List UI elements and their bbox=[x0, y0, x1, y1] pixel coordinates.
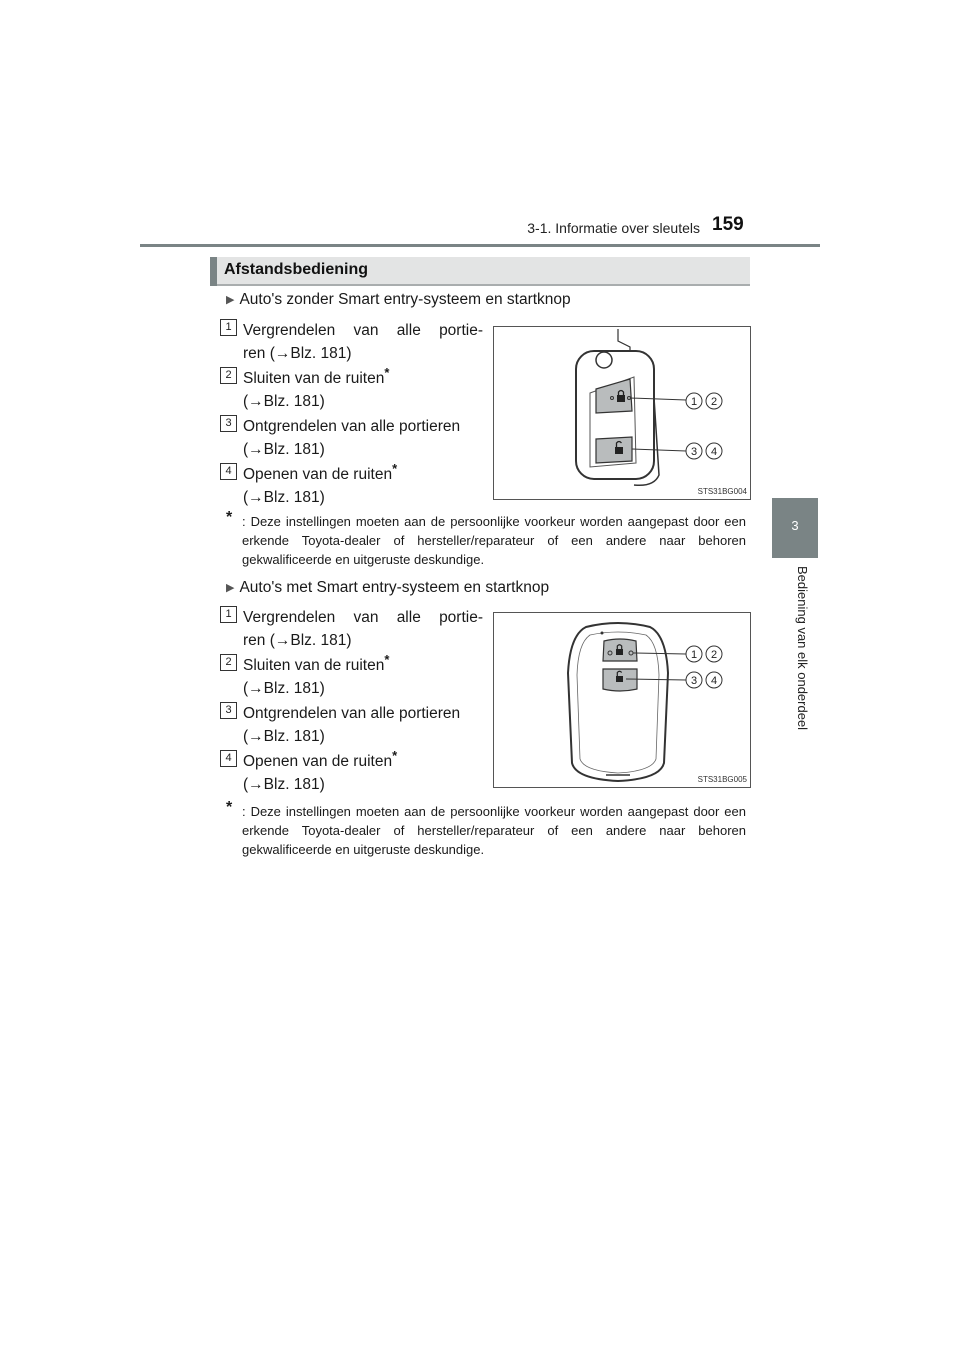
item-number-box: 2 bbox=[220, 654, 237, 671]
list-item: Ontgrendelen van alle portieren (→Blz. 181) bbox=[243, 418, 461, 458]
footnote-star: * bbox=[384, 652, 390, 667]
header-rule bbox=[140, 244, 820, 247]
footnote-star: * bbox=[226, 799, 233, 816]
running-header-title: 3-1. Informatie over sleutels bbox=[527, 220, 700, 236]
item-number-box: 1 bbox=[220, 606, 237, 623]
list-item: Sluiten van de ruiten* (→Blz. 181) bbox=[243, 365, 390, 410]
callout-3: 3 bbox=[690, 446, 698, 458]
chapter-number: 3 bbox=[791, 518, 799, 533]
group-1-bullet: ▶ Auto's zonder Smart entry-systeem en startknop bbox=[226, 291, 571, 308]
key-figure-folding bbox=[493, 326, 751, 500]
chapter-label: Bediening van elk onderdeel bbox=[795, 566, 810, 731]
callout-4: 4 bbox=[710, 675, 718, 687]
callout-4: 4 bbox=[710, 446, 718, 458]
footnote-star: * bbox=[384, 365, 390, 380]
footnote-star: * bbox=[392, 461, 398, 476]
callout-1: 1 bbox=[690, 396, 698, 408]
item-number-box: 4 bbox=[220, 463, 237, 480]
key-figure-smart bbox=[493, 612, 751, 788]
section-heading: Afstandsbediening bbox=[224, 261, 369, 278]
item-number-box: 4 bbox=[220, 750, 237, 767]
group-2-bullet: ▶ Auto's met Smart entry-systeem en startknop bbox=[226, 579, 550, 596]
page-number: 159 bbox=[712, 214, 744, 235]
footnote: * : Deze instellingen moeten aan de persoonlijke voorkeur worden aangepast door een erkende Toyota-dealer of hersteller/reparateur of een andere naar behoren gekwalificeerde en uitgeruste deskundige. bbox=[226, 799, 746, 857]
smart-key-illustration bbox=[494, 613, 750, 787]
item-number-box: 3 bbox=[220, 415, 237, 432]
callout-3: 3 bbox=[690, 675, 698, 687]
figure-code: STS31BG004 bbox=[697, 487, 747, 496]
list-item: Vergrendelen van alle portie- ren (→Blz. 181) bbox=[243, 609, 483, 649]
callout-2: 2 bbox=[710, 396, 718, 408]
bullet-triangle-icon: ▶ bbox=[226, 294, 235, 306]
list-item: Openen van de ruiten* (→Blz. 181) bbox=[243, 461, 398, 506]
list-item: Vergrendelen van alle portie- ren (→Blz. 181) bbox=[243, 322, 483, 362]
item-number-box: 2 bbox=[220, 367, 237, 384]
footnote-star: * bbox=[226, 509, 233, 526]
list-item: Sluiten van de ruiten* (→Blz. 181) bbox=[243, 652, 390, 697]
folding-key-illustration bbox=[494, 327, 750, 499]
section-heading-accent bbox=[210, 257, 217, 286]
footnote: * : Deze instellingen moeten aan de persoonlijke voorkeur worden aangepast door een erkende Toyota-dealer of hersteller/reparateur of een andere naar behoren gekwalificeerde en uitgeruste deskundige. bbox=[226, 509, 746, 567]
list-item: Ontgrendelen van alle portieren (→Blz. 181) bbox=[243, 705, 461, 745]
item-number-box: 3 bbox=[220, 702, 237, 719]
footnote-star: * bbox=[392, 748, 398, 763]
callout-1: 1 bbox=[690, 649, 698, 661]
callout-2: 2 bbox=[710, 649, 718, 661]
bullet-triangle-icon: ▶ bbox=[226, 582, 235, 594]
figure-code: STS31BG005 bbox=[697, 775, 747, 784]
item-number-box: 1 bbox=[220, 319, 237, 336]
list-item: Openen van de ruiten* (→Blz. 181) bbox=[243, 748, 398, 793]
